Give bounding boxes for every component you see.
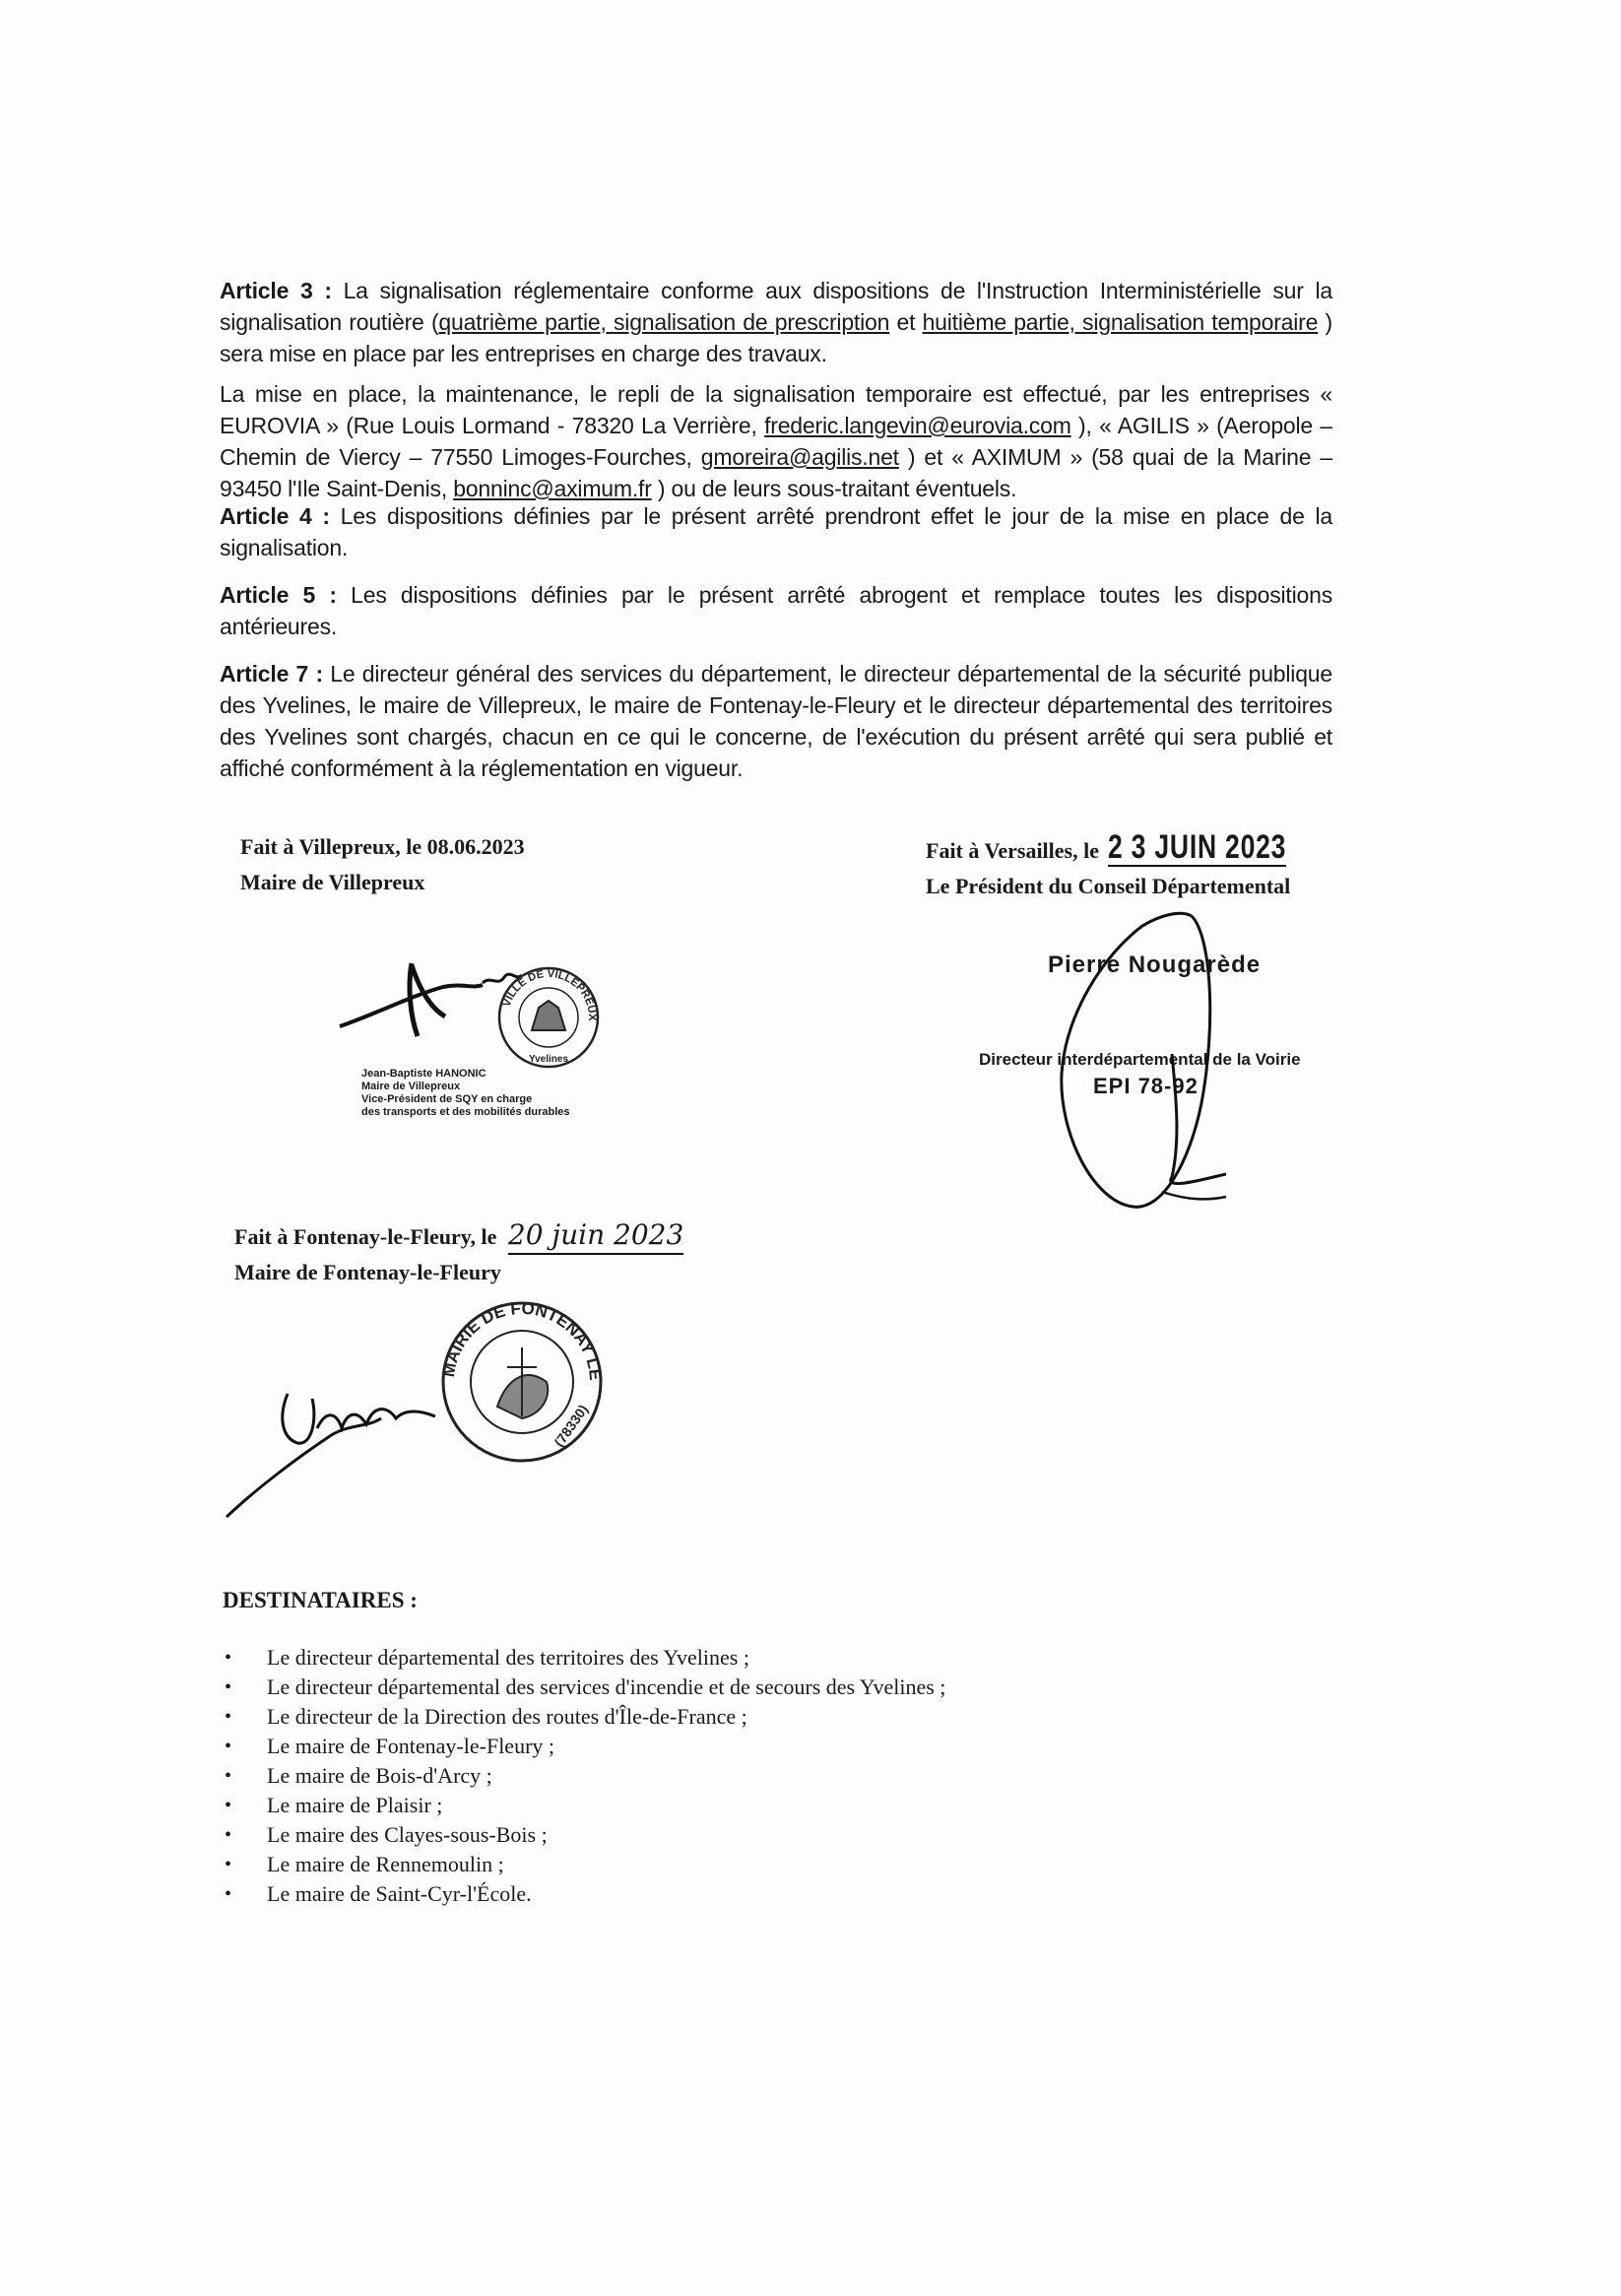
villepreux-stamp-top: VILLE DE VILLEPREUX: [500, 967, 599, 1021]
mise-en-place-text: La mise en place, la maintenance, le repli de la signalisation temporaire est effectué, par les entreprises « EUROVIA » (Rue Louis Lormand - 78320 La Verrière,: [220, 381, 1332, 438]
list-item: • Le maire de Saint-Cyr-l'École.: [223, 1879, 945, 1909]
fontenay-stamp-bottom: (78330): [551, 1402, 592, 1450]
signature-block-versailles: [926, 829, 1337, 904]
list-item: • Le maire des Clayes-sous-Bois ;: [223, 1820, 945, 1850]
article-7-text: Le directeur général des services du département, le directeur départemental de la sécurité publique des Yvelines, le maire de Villepreux, le maire de Fontenay-le-Fleury et le directeur départemental des territoires des Yvelines sont chargés, chacun en ce qui le concerne, de l'exécution du présent arrêté qui sera publié et affiché conformément à la réglementation en vigueur.: [220, 661, 1332, 781]
list-item: • Le directeur départemental des services d'incendie et de secours des Yvelines ;: [223, 1673, 945, 1702]
mise-en-place-text-d: ) ou de leurs sous-traitant éventuels.: [651, 476, 1017, 501]
villepreux-title: Maire de Villepreux: [240, 870, 425, 894]
list-item: • Le maire de Plaisir ;: [223, 1791, 945, 1820]
fontenay-place-date-prefix: Fait à Fontenay-le-Fleury, le: [234, 1224, 497, 1249]
signature-block-fontenay: [234, 1217, 683, 1290]
article-3-label: Article 3 :: [220, 278, 332, 303]
signer-line-3: Vice-Président de SQY en charge: [361, 1093, 533, 1105]
article-7: [220, 658, 1332, 784]
article-5-text: Les dispositions définies par le présent arrêté abrogent et remplace toutes les dispositions antérieures.: [220, 582, 1332, 639]
fontenay-signature: [219, 1359, 445, 1527]
article-4-label: Article 4 :: [220, 503, 330, 529]
fontenay-handwritten-date: 20 juin 2023: [508, 1217, 683, 1255]
signature-block-villepreux: [240, 829, 525, 900]
signer-line-4: des transports et des mobilités durables: [361, 1106, 570, 1118]
article-5-label: Article 5 :: [220, 582, 337, 608]
destinataires-list: [223, 1643, 945, 1909]
link-huitieme-partie[interactable]: huitième partie, signalisation temporaire: [922, 309, 1319, 335]
article-4: [220, 500, 1332, 563]
list-item: • Le directeur de la Direction des routes d'Île-de-France ;: [223, 1702, 945, 1732]
email-agilis[interactable]: gmoreira@agilis.net: [700, 444, 899, 470]
villepreux-stamp-bottom: Yvelines: [528, 1054, 569, 1065]
fontenay-stamp-top: MAIRIE DE FONTENAY LE FLEURY: [431, 1283, 606, 1382]
article-3-text-c: ) sera mise en place par les entreprises en charge des travaux.: [220, 309, 1332, 366]
fontenay-title: Maire de Fontenay-le-Fleury: [234, 1260, 501, 1284]
article-3: [220, 275, 1332, 369]
list-item: • Le maire de Rennemoulin ;: [223, 1850, 945, 1879]
article-4-text: Les dispositions définies par le présent arrêté prendront effet le jour de la mise en place de la signalisation.: [220, 503, 1333, 560]
signer-line-2: Maire de Villepreux: [361, 1081, 461, 1092]
destinataires-title: DESTINATAIRES :: [223, 1588, 418, 1612]
versailles-place-date-prefix: Fait à Versailles, le: [926, 838, 1099, 863]
email-aximum[interactable]: bonninc@aximum.fr: [453, 476, 652, 501]
mise-en-place-text-b: ), « AGILIS » (Aeropole – Chemin de Viercy – 77550 Limoges-Fourches,: [220, 413, 1332, 470]
fontenay-place-date: [234, 1217, 683, 1255]
link-quatrieme-partie[interactable]: quatrième partie, signalisation de prescription: [438, 309, 890, 335]
article-3-text: La signalisation réglementaire conforme aux dispositions de l'Instruction Interministérielle sur la signalisation routière (: [220, 278, 1332, 335]
villepreux-place-date: Fait à Villepreux, le 08.06.2023: [240, 834, 525, 859]
versailles-place-date: [926, 829, 1337, 869]
villepreux-stamp-seal: [494, 963, 603, 1072]
paragraph-mise-en-place: [220, 378, 1332, 504]
list-item: • Le maire de Bois-d'Arcy ;: [223, 1761, 945, 1791]
list-item: • Le maire de Fontenay-le-Fleury ;: [223, 1732, 945, 1761]
email-eurovia[interactable]: frederic.langevin@eurovia.com: [764, 413, 1071, 438]
versailles-stamp-role: Directeur interdépartemental de la Voirie: [979, 1050, 1301, 1069]
signer-line-1: Jean-Baptiste HANONIC: [361, 1068, 486, 1080]
versailles-date-stamp: 2 3 JUIN 2023: [1108, 828, 1287, 866]
article-3-text-b: et: [889, 309, 923, 335]
article-5: [220, 579, 1332, 642]
list-item: • Le directeur départemental des territoires des Yvelines ;: [223, 1643, 945, 1673]
mise-en-place-text-c: ) et « AXIMUM » (58 quai de la Marine – 93450 l'Ile Saint-Denis,: [220, 444, 1332, 501]
versailles-stamp-unit: EPI 78-92: [1093, 1074, 1199, 1098]
versailles-signature: [1044, 906, 1241, 1231]
versailles-title: Le Président du Conseil Départemental: [926, 874, 1291, 898]
versailles-stamp-name: Pierre Nougarède: [1048, 951, 1262, 978]
fontenay-stamp-seal: [431, 1283, 606, 1466]
article-7-label: Article 7 :: [220, 661, 323, 687]
villepreux-signer-details: [361, 1068, 570, 1119]
